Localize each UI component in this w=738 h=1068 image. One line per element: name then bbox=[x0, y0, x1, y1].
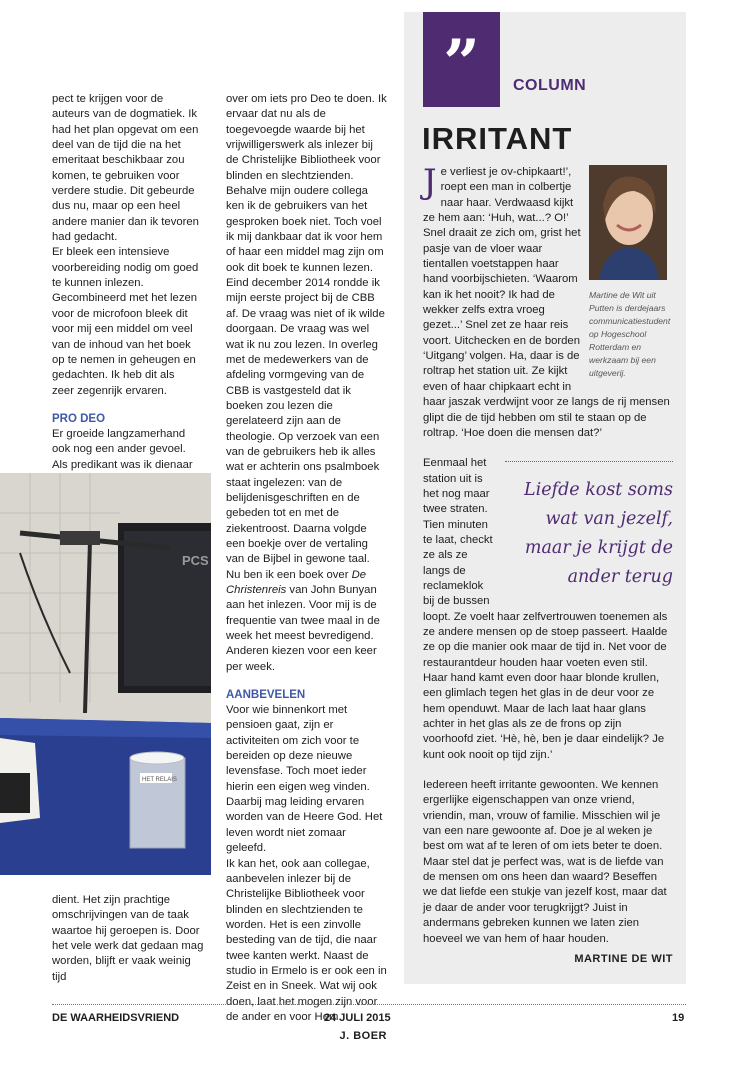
issue-date: 24 JULI 2015 bbox=[324, 1012, 391, 1024]
section-heading-aanbevelen: AANBEVELEN bbox=[226, 689, 306, 702]
portrait-illustration bbox=[589, 165, 667, 280]
paragraph: Er bleek een intensieve voorbereiding nodig om goed te kunnen inlezen. Gecombineerd met het lezen voor de microfoon bleek dit voor mij een middel om veel van de inhoud van het boek op te nemen in geheugen en gedachten. Ik heb dit als zeer zegenrijk ervaren. bbox=[52, 246, 199, 397]
author-caption: Martine de Wit uit Putten is derdejaars communicatiestudent op Hogeschool Rotterdam en werkzaam bij een uitgeverij. bbox=[589, 290, 671, 378]
book-title: De Christenreis bbox=[226, 568, 367, 596]
column-body bbox=[423, 162, 673, 967]
paragraph: Voor wie binnenkort met pensioen gaat, zijn er activiteiten om zich voor te bereiden op deze nieuwe levensfase. Toch moet ieder hierin een eigen weg vinden. Daarbij mag leiding ervaren worden van de Heere God. Het leven wordt niet zomaar geleefd. bbox=[226, 704, 383, 855]
studio-photo bbox=[0, 473, 211, 875]
footer-divider bbox=[52, 1004, 686, 1005]
column-author: MARTINE DE WIT bbox=[574, 952, 673, 965]
quote-icon-block bbox=[423, 12, 500, 107]
drop-cap: J bbox=[423, 162, 437, 202]
studio-photo-illustration bbox=[0, 473, 211, 875]
publication-name: DE WAARHEIDSVRIEND bbox=[52, 1012, 180, 1024]
paragraph: Maar stel dat je perfect was, wat is de liefde van de mensen om ons heen dan waard? Beseffen we dat liefde een stukje van jezelf kost, maar dat je daar de ander voor terugkrijgt? Juist in andermans gebreken kunnen we laten zien hoeveel we van hem of haar houden. bbox=[423, 855, 667, 945]
column-label: COLUMN bbox=[513, 77, 587, 94]
article-author: J. BOER bbox=[339, 1030, 387, 1043]
column-title: IRRITANT bbox=[422, 121, 573, 156]
paragraph: Er groeide langzamerhand ook nog een ander gevoel. Als predikant was ik dienaar bbox=[52, 427, 193, 471]
author-portrait bbox=[589, 165, 667, 280]
pull-quote: Liefde kost soms wat van jezelf, maar je krijgt de ander terug bbox=[505, 461, 673, 592]
author-portrait-block bbox=[589, 165, 673, 380]
article-column-1-continued bbox=[52, 893, 208, 985]
photo-sticker-text: HET RELAIS bbox=[142, 777, 177, 783]
paragraph: dient. Het zijn prachtige omschrijvingen van de taak waartoe hij geroepen is. Door het vele werk dat gedaan mag worden, blijft er vaak weinig tijd bbox=[52, 894, 204, 983]
paragraph: Eenmaal het station uit is het nog maar twee straten. Tien minuten te laat, checkt ze als ze langs de reclameklok bij de bussen loopt. Ze voelt haar zelfvertrouwen toenemen als ze andere mensen op de stoep passeert. Haalde ze op die manier ook maar de tijd in. Net voor de restaurantdeur houden haar voeten even stil. Haar hand kamt even door haar blonde krullen, een glimlach tegen het glas in de deur voor ze hem openduwt. Maar de lach laat haar glans achter in het glas als ze de frons op zijn voorhoofd ziet. ‘Hè, hè, ben je daar eindelijk? Je kunt ook nooit op tijd zijn.’ bbox=[423, 457, 668, 761]
article-column-2 bbox=[226, 92, 387, 1045]
text: Behalve mijn oudere collega ken ik de gebruikers van het gesproken boek niet. Toch voel ik mij dankbaar dat ik voor hem of haar een middel mag zijn om ook dit boek te kunnen lezen. Eind december 2014 rondde ik mijn eerste project bij de CBB af. De vraag was niet of ik wilde doorgaan. De vraag was wel wat ik nu zou lezen. In overleg met de medewerkers van de afdeling vormgeving van de CBB is vastgesteld dat ik boeken zou lezen die gerelateerd zijn aan de theologie. Op verzoek van een van de gebruikers heb ik alles wat er achterin ons psalmboek staat ingelezen: van de belijdenisgeschriften en de gebeden tot en met de ziekentroost. Daarna volgde een boekje over de vertaling van de Bijbel in gewone taal. Nu ben ik een boek over bbox=[226, 185, 385, 581]
text: van John Bunyan aan het inlezen. Voor mij is de frequentie van twee maal in de week het meest bevredigend. Anderen kiezen voor een keer per week. bbox=[226, 584, 380, 673]
article-column-1 bbox=[52, 92, 199, 519]
page-number: 19 bbox=[672, 1012, 685, 1024]
paragraph: Ik kan het, ook aan collegae, aanbevelen inlezer bij de Christelijke Bibliotheek voor blinden en slechtzienden te worden. Het is een zinvolle besteding van de tijd, die naar twee kanten werkt. Naast de studio in Ermelo is er ook een in Zeist en in Sneek. Wat wij ook doen, laat het mogen zijn voor de ander en voor Hem. bbox=[226, 857, 387, 1023]
paragraph: over om iets pro Deo te doen. Ik ervaar dat nu als de toegevoegde waarde bij het vrijwilligerswerk als inlezer bij de Christelijke Bibliotheek voor blinden en slechtzienden. bbox=[226, 93, 387, 182]
quote-icon: ” bbox=[443, 26, 480, 101]
paragraph: Iedereen heeft irritante gewoonten. We kennen ergerlijke eigenschappen van onze vriend, vriendin, man, vrouw of familie. Misschien wil je van een nare gewoonte af. Doe je al weken je best om wat af te leren of om iets beter te doen. bbox=[423, 779, 663, 853]
paragraph: e verliest je ov-chipkaart!’, roept een man in colbertje naar haar. Verdwaasd kijkt ze hem aan: ‘Huh, wat...? O!’ Snel draait ze zich om, grist het pasje van de vloer waar tientallen voetstappen haar hand voorbijschieten. ‘Waarom kan ik het nooit? Ik had de wekker zelfs extra vroeg gezet...’ Snel zet ze haar reis voort. Uitchecken en de borden ‘Uitgang’ volgen. Ha, daar is de roltrap het station uit. Ze kijkt even of haar chipkaart echt in haar jaszak verdwijnt voor ze langs de rij mensen glipt die de tijd hebben om stil te staan op de roltrap. ‘Hoe doen die mensen dat?’ bbox=[423, 166, 670, 439]
paragraph: pect te krijgen voor de auteurs van de dogmatiek. Ik had het plan opgevat om een deel van de tijd die na het emeritaat beschikbaar zou komen, te gebruiken voor verdere studie. Dit gebeurde dus nu, maar op een heel andere manier dan ik tevoren had gedacht. bbox=[52, 93, 199, 244]
paragraph bbox=[226, 184, 387, 675]
section-heading-pro-deo: PRO DEO bbox=[52, 412, 106, 425]
monitor-label: PCS bbox=[182, 553, 209, 568]
